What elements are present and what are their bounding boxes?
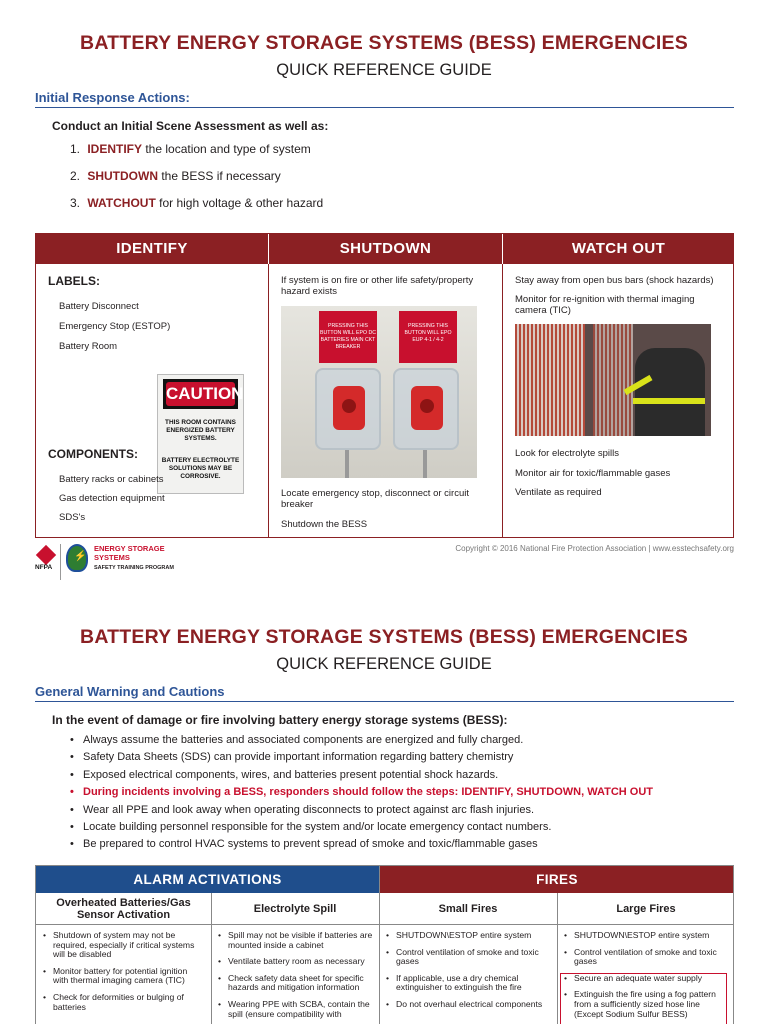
list-item: • Shutdown of system may not be required, especially if critical systems will be disabled [42,931,200,960]
ess-program-name: ENERGY STORAGE SYSTEMS [94,544,165,562]
watchout-column [503,264,734,537]
component-item: Gas detection equipment [59,493,165,504]
identify-header: IDENTIFY [36,234,268,264]
shutdown-header: SHUTDOWN [269,234,502,264]
warning-item: • Safety Data Sheets (SDS) can provide important information regarding battery chemistry [70,751,653,768]
shutdown-text: Locate emergency stop, disconnect or circuit breaker [281,488,469,510]
copyright-text: Copyright © 2016 National Fire Protection Association | www.esstechsafety.org [455,544,734,553]
warning-item: • Locate building personnel responsible for the system and/or locate emergency contact numbers. [70,821,653,838]
page-subtitle: QUICK REFERENCE GUIDE [276,61,492,79]
list-item: • Control ventilation of smoke and toxic gases [563,948,721,967]
labels-heading: LABELS: [48,274,100,288]
warning-item: • Wear all PPE and look away when operating disconnects to protect against arc flash injuries. [70,804,653,821]
list-item: • Secure an adequate water supply [563,974,721,984]
warning-item: • Always assume the batteries and associated components are energized and fully charged. [70,734,653,751]
estop-tag: PRESSING THIS BUTTON WILL EPO DC BATTERIES MAIN CKT BREAKER [319,311,377,363]
estop-buttons-photo [281,306,477,478]
list-item: • Do not overhaul electrical components [385,1000,543,1010]
column-head: Electrolyte Spill [211,893,379,925]
shutdown-text: Shutdown the BESS [281,519,368,530]
step-item: 1. IDENTIFY the location and type of system [70,142,311,156]
component-item: Battery racks or cabinets [59,474,164,485]
section-heading: Initial Response Actions: [35,90,190,105]
caution-text: BATTERY ELECTROLYTE SOLUTIONS MAY BE CORROSIVE. [161,457,240,480]
label-item: Battery Disconnect [59,301,139,312]
ess-shield-logo: ⚡ [66,544,88,572]
lead-text: In the event of damage or fire involving battery energy storage systems (BESS): [52,713,508,727]
watchout-header: WATCH OUT [503,234,734,264]
list-item: • SHUTDOWN\ESTOP entire system [563,931,721,941]
response-table [35,865,734,1024]
identify-column [36,264,268,537]
column-head: Overheated Batteries/Gas Sensor Activation [36,893,211,925]
table-cell [211,925,379,1024]
nfpa-logo: NFPA [35,546,57,572]
watchout-item: Monitor for re-ignition with thermal imaging camera (TIC) [515,294,695,316]
component-item: SDS's [59,512,86,523]
estop-button [393,368,459,450]
ess-program-tagline: SAFETY TRAINING PROGRAM [94,565,174,571]
step-item: 3. WATCHOUT for high voltage & other hazard [70,196,324,210]
list-item: • Monitor battery for potential ignition with thermal imaging camera (TIC) [42,967,200,986]
shutdown-text: If system is on fire or other life safety/property hazard exists [281,275,474,297]
section-divider [35,107,734,108]
warning-list [70,734,653,856]
table-cell [379,925,557,1024]
shutdown-column [269,264,502,537]
list-item: • Spill may not be visible if batteries are mounted inside a cabinet [217,931,375,950]
column-head: Small Fires [379,893,557,925]
warning-item: • Be prepared to control HVAC systems to prevent spread of smoke and toxic/flammable gases [70,838,653,855]
warning-item: • Exposed electrical components, wires, and batteries present potential shock hazards. [70,769,653,786]
section-heading: General Warning and Cautions [35,684,225,699]
section-divider [35,701,734,702]
list-item: • Ventilate battery room as necessary [217,957,375,967]
estop-button [315,368,381,450]
watchout-item: Look for electrolyte spills [515,448,620,459]
label-item: Battery Room [59,341,118,352]
step-list [70,142,323,223]
estop-tag: PRESSING THIS BUTTON WILL EPO EUP 4-1 / 4-2 [399,311,457,363]
reference-table [35,233,734,538]
caution-word: CAUTION [166,382,235,406]
list-item: • Wearing PPE with SCBA, contain the spill (ensure compatibility with [217,1000,375,1019]
table-cell [557,925,734,1024]
list-item: • Check for deformities or bulging of batteries [42,993,200,1012]
step-item: 2. SHUTDOWN the BESS if necessary [70,169,281,183]
list-item: • If applicable, use a dry chemical extinguisher to extinguish the fire [385,974,543,993]
watchout-item: Monitor air for toxic/flammable gases [515,468,671,479]
alarm-activations-header: ALARM ACTIVATIONS [36,866,379,893]
list-item: • SHUTDOWN\ESTOP entire system [385,931,543,941]
caution-text: THIS ROOM CONTAINS ENERGIZED BATTERY SYSTEMS. [165,419,236,442]
table-cell [36,925,211,1024]
lead-text: Conduct an Initial Scene Assessment as well as: [52,119,329,133]
caution-sign-image [157,374,244,494]
page-subtitle: QUICK REFERENCE GUIDE [276,655,492,673]
column-head: Large Fires [557,893,734,925]
warning-item-highlight: • During incidents involving a BESS, responders should follow the steps: IDENTIFY, SHUTDOWN, WATCH OUT [70,786,653,803]
watchout-item: Stay away from open bus bars (shock hazards) [515,275,714,286]
components-heading: COMPONENTS: [48,447,138,461]
page-title: BATTERY ENERGY STORAGE SYSTEMS (BESS) EMERGENCIES [80,626,688,648]
list-item: • Control ventilation of smoke and toxic gases [385,948,543,967]
watchout-item: Ventilate as required [515,487,602,498]
list-item: • Check safety data sheet for specific hazards and mitigation information [217,974,375,993]
fires-header: FIRES [379,866,734,893]
list-item: • Extinguish the fire using a fog pattern from a sufficiently sized hose line (Except Sodium Sulfur BESS) [563,990,721,1019]
page-title: BATTERY ENERGY STORAGE SYSTEMS (BESS) EMERGENCIES [80,32,688,54]
firefighter-photo [515,324,711,436]
label-item: Emergency Stop (ESTOP) [59,321,171,332]
